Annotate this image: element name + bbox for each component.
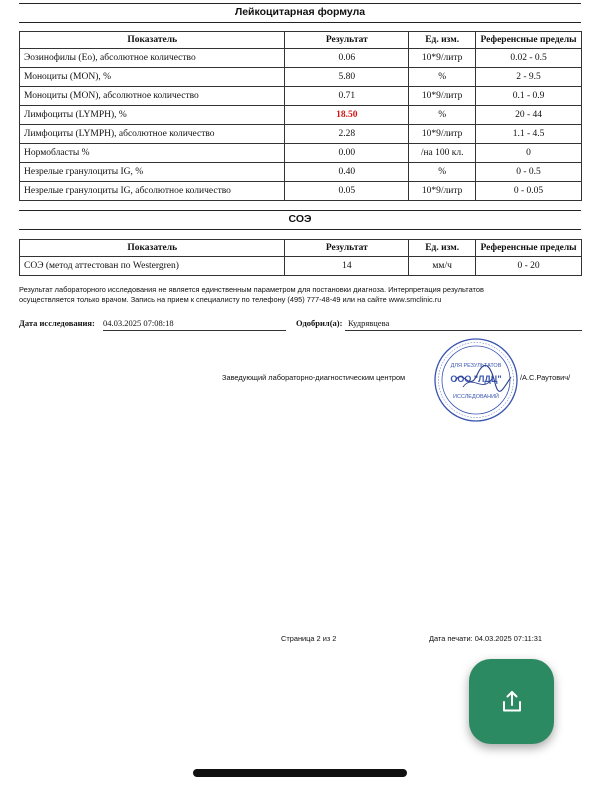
section-rule: [19, 229, 581, 230]
row-result: 0.00: [285, 144, 409, 163]
table-row: [20, 106, 582, 125]
header-result: Результат: [285, 240, 409, 257]
header-reference: Референсные пределы: [476, 32, 582, 49]
row-unit: /на 100 кл.: [409, 144, 476, 163]
row-reference: 0 - 0.5: [476, 163, 582, 182]
soe-table: [19, 239, 582, 276]
head-title: Заведующий лабораторно-диагностическим центром: [222, 373, 406, 382]
head-name: /А.С.Раутович/: [520, 373, 571, 382]
share-icon: [499, 689, 525, 715]
disclaimer-line: Результат лабораторного исследования не является единственным параметром для постановки диагноза. Интерпретация результатов: [19, 285, 484, 294]
row-result: 0.06: [285, 49, 409, 68]
leuko-table: [19, 31, 582, 201]
study-date-value: 04.03.2025 07:08:18: [103, 318, 174, 328]
approved-label: Одобрил(а):: [296, 318, 343, 328]
table-row: [20, 182, 582, 201]
row-reference: 0.1 - 0.9: [476, 87, 582, 106]
row-unit: %: [409, 163, 476, 182]
table-row: [20, 68, 582, 87]
row-result: 0.40: [285, 163, 409, 182]
share-button[interactable]: [469, 659, 554, 744]
row-reference: 0.02 - 0.5: [476, 49, 582, 68]
row-unit: 10*9/литр: [409, 125, 476, 144]
row-reference: 20 - 44: [476, 106, 582, 125]
row-unit: мм/ч: [409, 257, 476, 276]
section-rule: [19, 210, 581, 211]
table-row: [20, 125, 582, 144]
header-indicator: Показатель: [20, 32, 285, 49]
top-rule: [19, 3, 581, 4]
print-date: Дата печати: 04.03.2025 07:11:31: [429, 634, 542, 643]
row-name: Незрелые гранулоциты IG, %: [20, 163, 285, 182]
table-header-row: [20, 32, 582, 49]
row-name: СОЭ (метод аттестован по Westergren): [20, 257, 285, 276]
section-title-leuko: Лейкоцитарная формула: [234, 6, 366, 18]
row-reference: 2 - 9.5: [476, 68, 582, 87]
row-result: 5.80: [285, 68, 409, 87]
lab-stamp: [433, 337, 519, 428]
underline: [103, 330, 286, 331]
row-reference: 1.1 - 4.5: [476, 125, 582, 144]
header-reference: Референсные пределы: [476, 240, 582, 257]
row-unit: %: [409, 106, 476, 125]
stamp-top-text: ДЛЯ РЕЗУЛЬТАТОВ: [450, 363, 502, 369]
header-indicator: Показатель: [20, 240, 285, 257]
row-reference: 0 - 20: [476, 257, 582, 276]
table-row: [20, 49, 582, 68]
row-unit: 10*9/литр: [409, 182, 476, 201]
header-unit: Ед. изм.: [409, 32, 476, 49]
row-name: Незрелые гранулоциты IG, абсолютное количество: [20, 182, 285, 201]
table-row: [20, 87, 582, 106]
table-header-row: [20, 240, 582, 257]
row-name: Лимфоциты (LYMPH), абсолютное количество: [20, 125, 285, 144]
row-result: 0.71: [285, 87, 409, 106]
row-result: 2.28: [285, 125, 409, 144]
approved-value: Кудрявцева: [348, 318, 390, 328]
section-rule: [19, 22, 581, 23]
row-name: Моноциты (MON), абсолютное количество: [20, 87, 285, 106]
disclaimer-line: осуществляется только врачом. Запись на прием к специалисту по телефону (495) 777-48-49 или на сайте www.smclinic.ru: [19, 295, 442, 304]
disclaimer: [19, 285, 579, 305]
stamp-bottom-text: ИССЛЕДОВАНИЙ: [452, 394, 500, 400]
row-reference: 0: [476, 144, 582, 163]
table-row: [20, 257, 582, 276]
row-reference: 0 - 0.05: [476, 182, 582, 201]
page-number: Страница 2 из 2: [281, 634, 337, 643]
row-result: 0.05: [285, 182, 409, 201]
table-row: [20, 163, 582, 182]
row-name: Нормобласты %: [20, 144, 285, 163]
stamp-center-text: ООО "ЛДЦ": [450, 374, 502, 384]
section-title-soe: СОЭ: [288, 213, 312, 225]
row-unit: 10*9/литр: [409, 49, 476, 68]
row-result-flagged: 18.50: [285, 106, 409, 125]
underline: [345, 330, 582, 331]
row-name: Лимфоциты (LYMPH), %: [20, 106, 285, 125]
row-unit: 10*9/литр: [409, 87, 476, 106]
table-row: [20, 144, 582, 163]
row-unit: %: [409, 68, 476, 87]
header-result: Результат: [285, 32, 409, 49]
study-date-label: Дата исследования:: [19, 318, 95, 328]
row-name: Эозинофилы (Eo), абсолютное количество: [20, 49, 285, 68]
row-name: Моноциты (MON), %: [20, 68, 285, 87]
home-indicator[interactable]: [193, 769, 407, 777]
row-result: 14: [285, 257, 409, 276]
header-unit: Ед. изм.: [409, 240, 476, 257]
